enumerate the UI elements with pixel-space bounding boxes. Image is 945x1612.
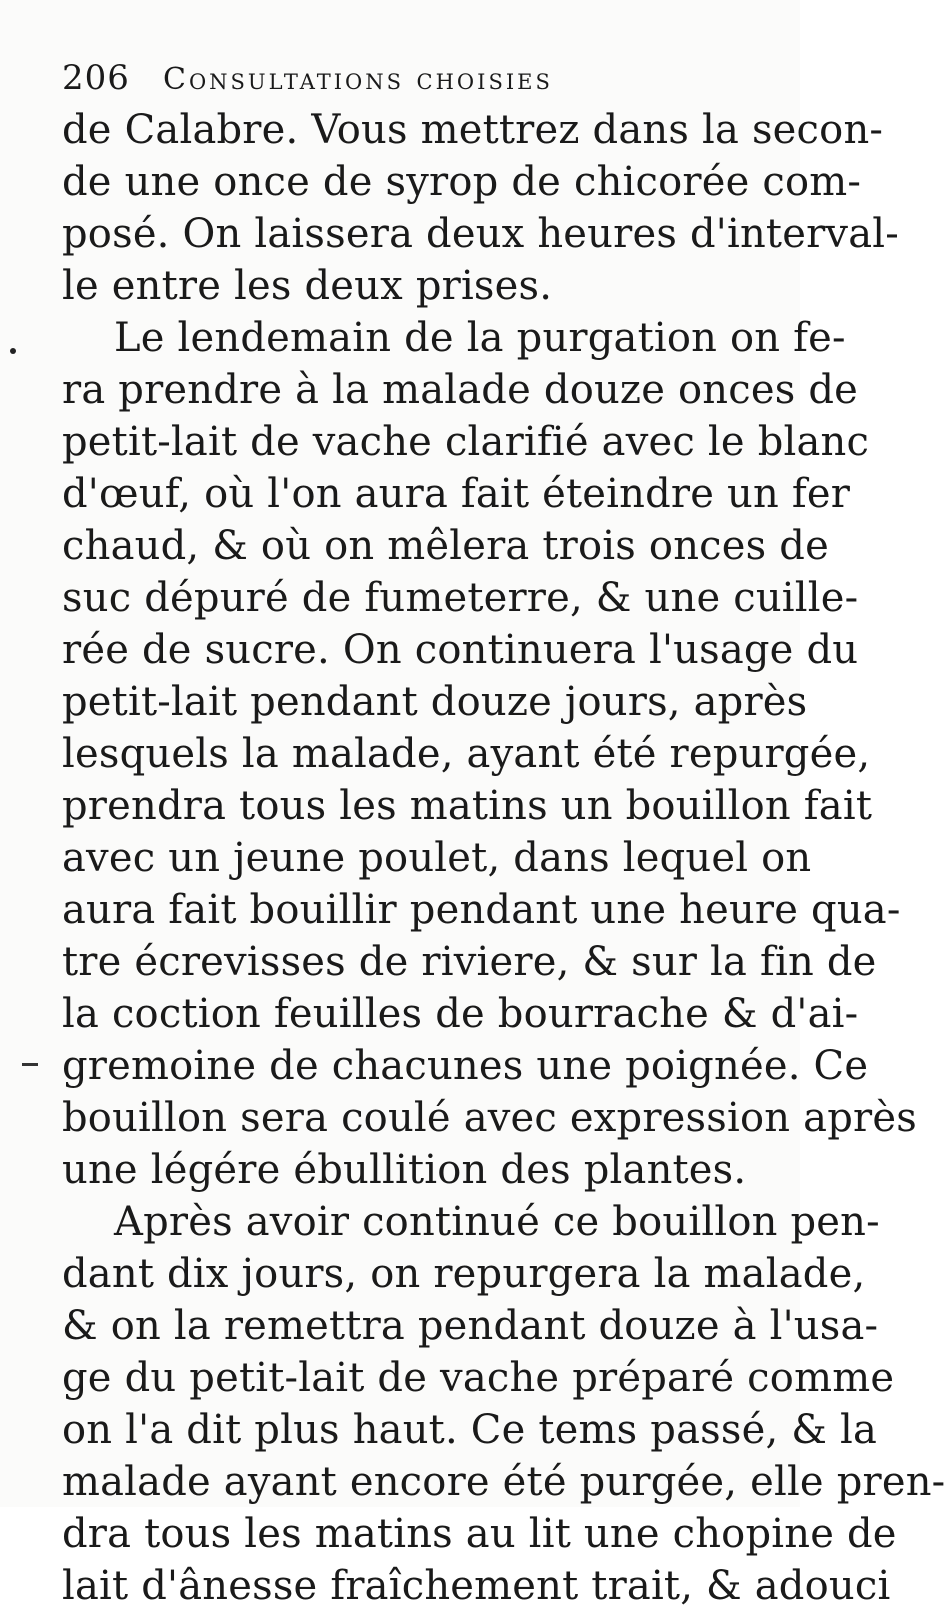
text-line: d'œuf, où l'on aura fait éteindre un fer <box>62 471 851 517</box>
text-line: avec un jeune poulet, dans lequel on <box>62 835 812 881</box>
text-line: suc dépuré de fumeterre, & une cuille- <box>62 575 859 621</box>
text-line: dant dix jours, on repurgera la malade, <box>62 1251 866 1297</box>
text-line: ge du petit-lait de vache préparé comme <box>62 1355 895 1401</box>
margin-dash-mark <box>22 1063 38 1066</box>
paragraph-start-line: Le lendemain de la purgation on fe- <box>114 315 846 361</box>
text-line: dra tous les matins au lit une chopine de <box>62 1511 897 1557</box>
text-line: chaud, & où on mêlera trois onces de <box>62 523 829 569</box>
text-line: la coction feuilles de bourrache & d'ai- <box>62 991 859 1037</box>
margin-dot-mark <box>10 348 16 354</box>
text-line: prendra tous les matins un bouillon fait <box>62 783 873 829</box>
text-line: gremoine de chacunes une poignée. Ce <box>62 1043 869 1089</box>
page-number: 206 <box>62 58 130 98</box>
text-line: une légére ébullition des plantes. <box>62 1147 747 1193</box>
paragraph-start-line: Après avoir continué ce bouillon pen- <box>114 1199 880 1245</box>
text-line: lesquels la malade, ayant été repurgée, <box>62 731 871 777</box>
text-line: tre écrevisses de riviere, & sur la fin de <box>62 939 877 985</box>
text-line: ra prendre à la malade douze onces de <box>62 367 859 413</box>
text-line: bouillon sera coulé avec expression après <box>62 1095 917 1141</box>
text-line: posé. On laissera deux heures d'interval- <box>62 211 899 257</box>
text-line: on l'a dit plus haut. Ce tems passé, & la <box>62 1407 878 1453</box>
text-line: le entre les deux prises. <box>62 263 553 309</box>
text-line: rée de sucre. On continuera l'usage du <box>62 627 859 673</box>
text-line: lait d'ânesse fraîchement trait, & adouci <box>62 1563 891 1609</box>
text-line: aura fait bouillir pendant une heure qua- <box>62 887 901 933</box>
body-text <box>62 104 945 1612</box>
text-line: & on la remettra pendant douze à l'usa- <box>62 1303 879 1349</box>
text-line: petit-lait pendant douze jours, après <box>62 679 808 725</box>
running-header <box>62 58 762 102</box>
running-title: Consultations choisies <box>163 62 553 97</box>
text-line: malade ayant encore été purgée, elle pren- <box>62 1459 945 1505</box>
text-line: de Calabre. Vous mettrez dans la secon- <box>62 107 884 153</box>
text-line: petit-lait de vache clarifié avec le blanc <box>62 419 870 465</box>
text-line: de une once de syrop de chicorée com- <box>62 159 862 205</box>
